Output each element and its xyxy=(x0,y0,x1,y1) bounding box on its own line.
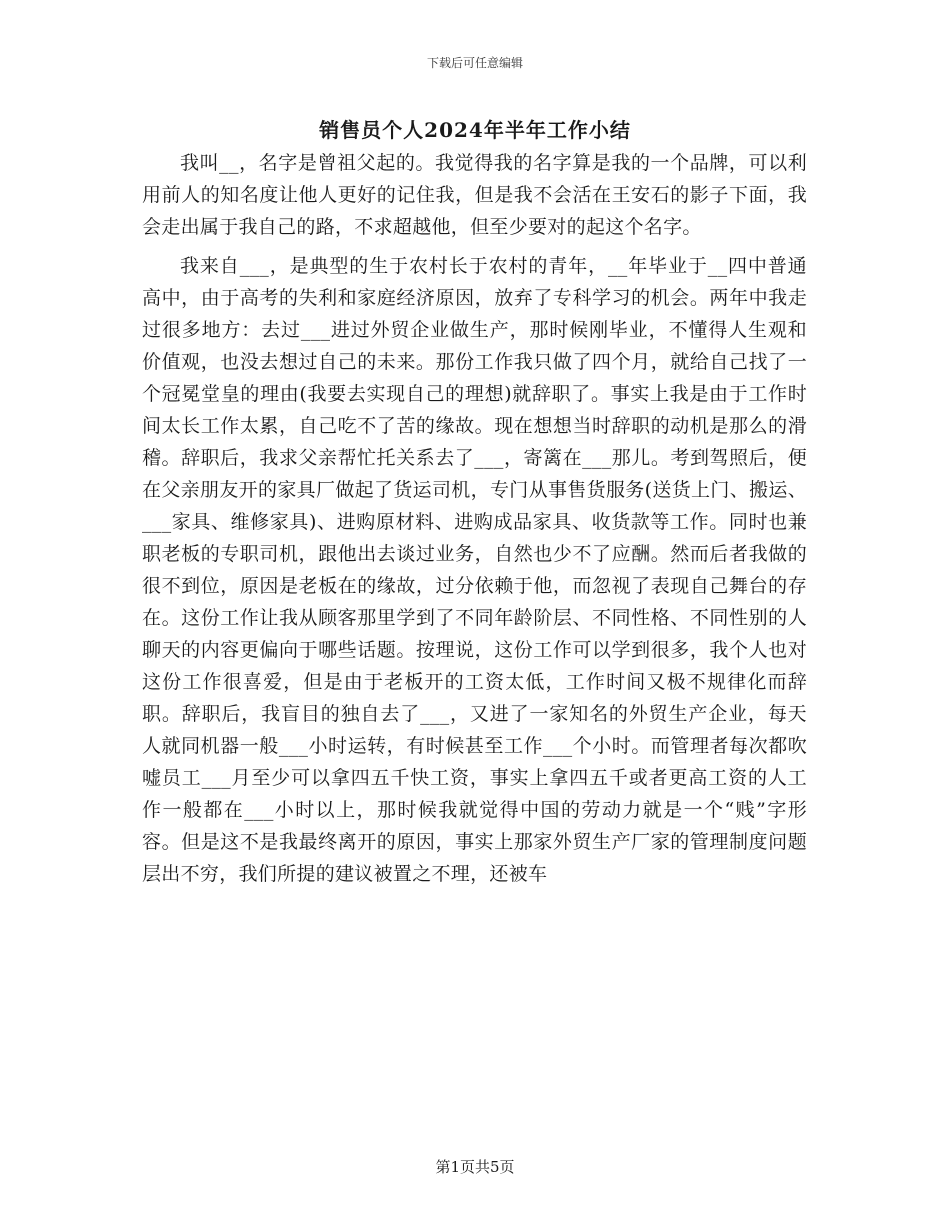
document-body xyxy=(142,147,807,890)
paragraph-intro: 我叫__，名字是曾祖父起的。我觉得我的名字算是我的一个品牌，可以利用前人的知名度让他人更好的记住我，但是我不会活在王安石的影子下面，我会走出属于我自己的路，不求超越他，但至少要对的起这个名字。 xyxy=(142,152,807,238)
page-indicator: 第1页共5页 xyxy=(435,1158,515,1176)
document-title: 销售员个人2024年半年工作小结 xyxy=(319,118,631,142)
paragraph-experience: 我来自___，是典型的生于农村长于农村的青年，__年毕业于__四中普通高中，由于高考的失利和家庭经济原因，放弃了专科学习的机会。两年中我走过很多地方：去过___进过外贸企业做生产，那时候刚毕业，不懂得人生观和价值观，也没去想过自己的未来。那份工作我只做了四个月，就给自己找了一个冠冕堂皇的理由(我要去实现自己的理想)就辞职了。事实上我是由于工作时间太长工作太累，自己吃不了苦的缘故。现在想想当时辞职的动机是那么的滑稽。辞职后，我求父亲帮忙托关系去了___，寄篱在___那儿。考到驾照后，便在父亲朋友开的家具厂做起了货运司机，专门从事售货服务(送货上门、搬运、___家具、维修家具)、进购原材料、进购成品家具、收货款等工作。同时也兼职老板的专职司机，跟他出去谈过业务，自然也少不了应酬。然而后者我做的很不到位，原因是老板在的缘故，过分依赖于他，而忽视了表现自己舞台的存在。这份工作让我从顾客那里学到了不同年龄阶层、不同性格、不同性别的人聊天的内容更偏向于哪些话题。按理说，这份工作可以学到很多，我个人也对这份工作很喜爱，但是由于老板开的工资太低，工作时间又极不规律化而辞职。辞职后，我盲目的独自去了___，又进了一家知名的外贸生产企业，每天人就同机器一般___小时运转，有时候甚至工作___个小时。而管理者每次都吹嘘员工___月至少可以拿四五千快工资，事实上拿四五千或者更高工资的人工作一般都在___小时以上，那时候我就觉得中国的劳动力就是一个“贱”字形容。但是这不是我最终离开的原因，事实上那家外贸生产厂家的管理制度问题层出不穷，我们所提的建议被置之不理，还被车 xyxy=(142,255,807,885)
header-note: 下载后可任意编辑 xyxy=(426,56,523,70)
